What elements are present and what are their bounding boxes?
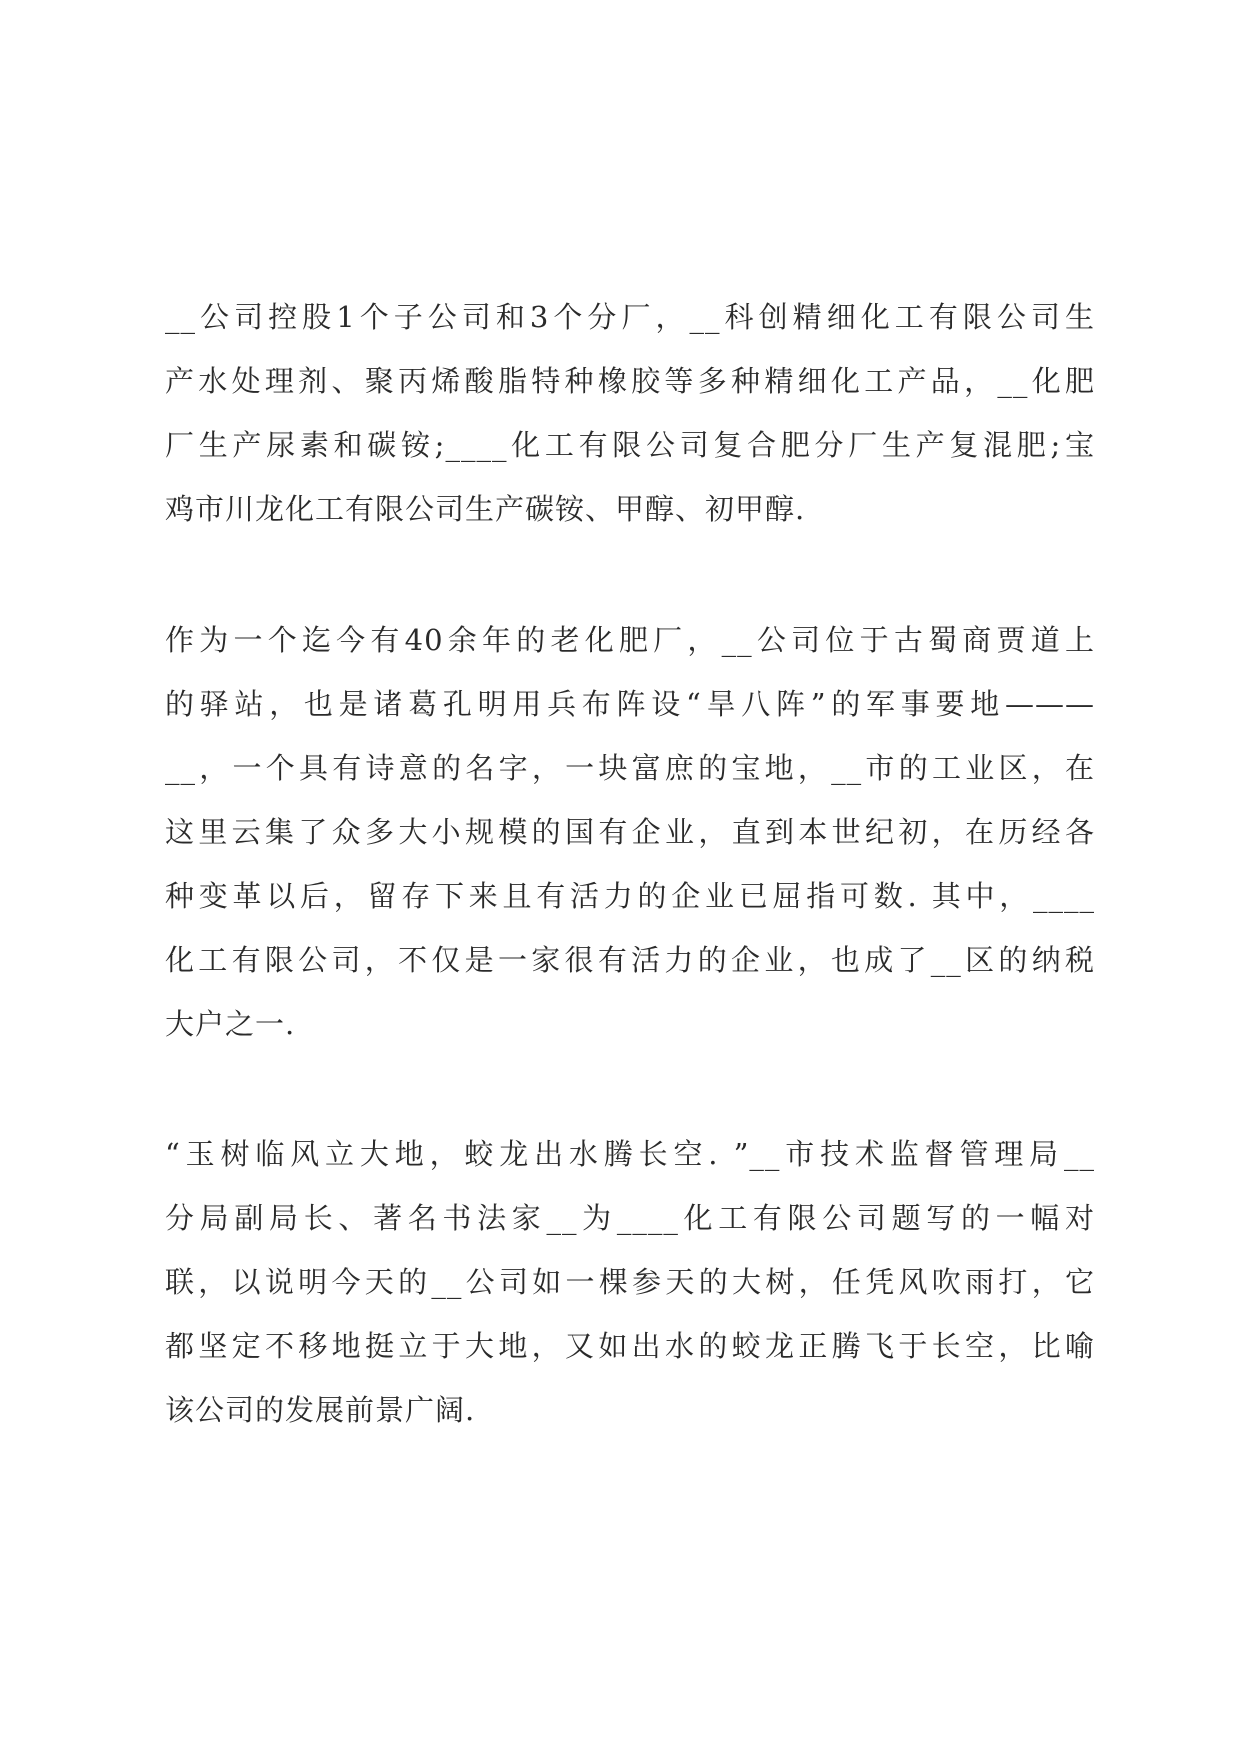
text-line: __公司控股1个子公司和3个分厂，__科创精细化工有限公司生 [165, 300, 1095, 334]
paragraph-couplet [165, 1122, 1095, 1442]
text-line: 大户之一. [165, 1007, 296, 1041]
text-line: 化工有限公司，不仅是一家很有活力的企业，也成了__区的纳税 [165, 943, 1095, 977]
text-line: 的驿站，也是诸葛孔明用兵布阵设“旱八阵”的军事要地——— [165, 687, 1095, 721]
text-line: __，一个具有诗意的名字，一块富庶的宝地，__市的工业区，在 [165, 751, 1095, 785]
text-line: 分局副局长、著名书法家__为____化工有限公司题写的一幅对 [165, 1201, 1095, 1235]
text-line: 鸡市川龙化工有限公司生产碳铵、甲醇、初甲醇. [165, 492, 806, 526]
text-line: 产水处理剂、聚丙烯酸脂特种橡胶等多种精细化工产品，__化肥 [165, 364, 1095, 398]
text-line: 种变革以后，留存下来且有活力的企业已屈指可数. 其中，____ [165, 879, 1095, 913]
text-line: “玉树临风立大地，蛟龙出水腾长空. ”__市技术监督管理局__ [165, 1137, 1095, 1171]
text-line: 联，以说明今天的__公司如一棵参天的大树，任凭风吹雨打，它 [165, 1265, 1095, 1299]
paragraph-subsidiaries [165, 285, 1095, 541]
text-line: 这里云集了众多大小规模的国有企业，直到本世纪初，在历经各 [165, 815, 1095, 849]
text-line: 作为一个迄今有40余年的老化肥厂，__公司位于古蜀商贾道上 [165, 623, 1095, 657]
paragraph-history [165, 608, 1095, 1056]
text-line: 该公司的发展前景广阔. [165, 1393, 476, 1427]
text-line: 厂生产尿素和碳铵;____化工有限公司复合肥分厂生产复混肥;宝 [165, 428, 1095, 462]
text-line: 都坚定不移地挺立于大地，又如出水的蛟龙正腾飞于长空，比喻 [165, 1329, 1095, 1363]
